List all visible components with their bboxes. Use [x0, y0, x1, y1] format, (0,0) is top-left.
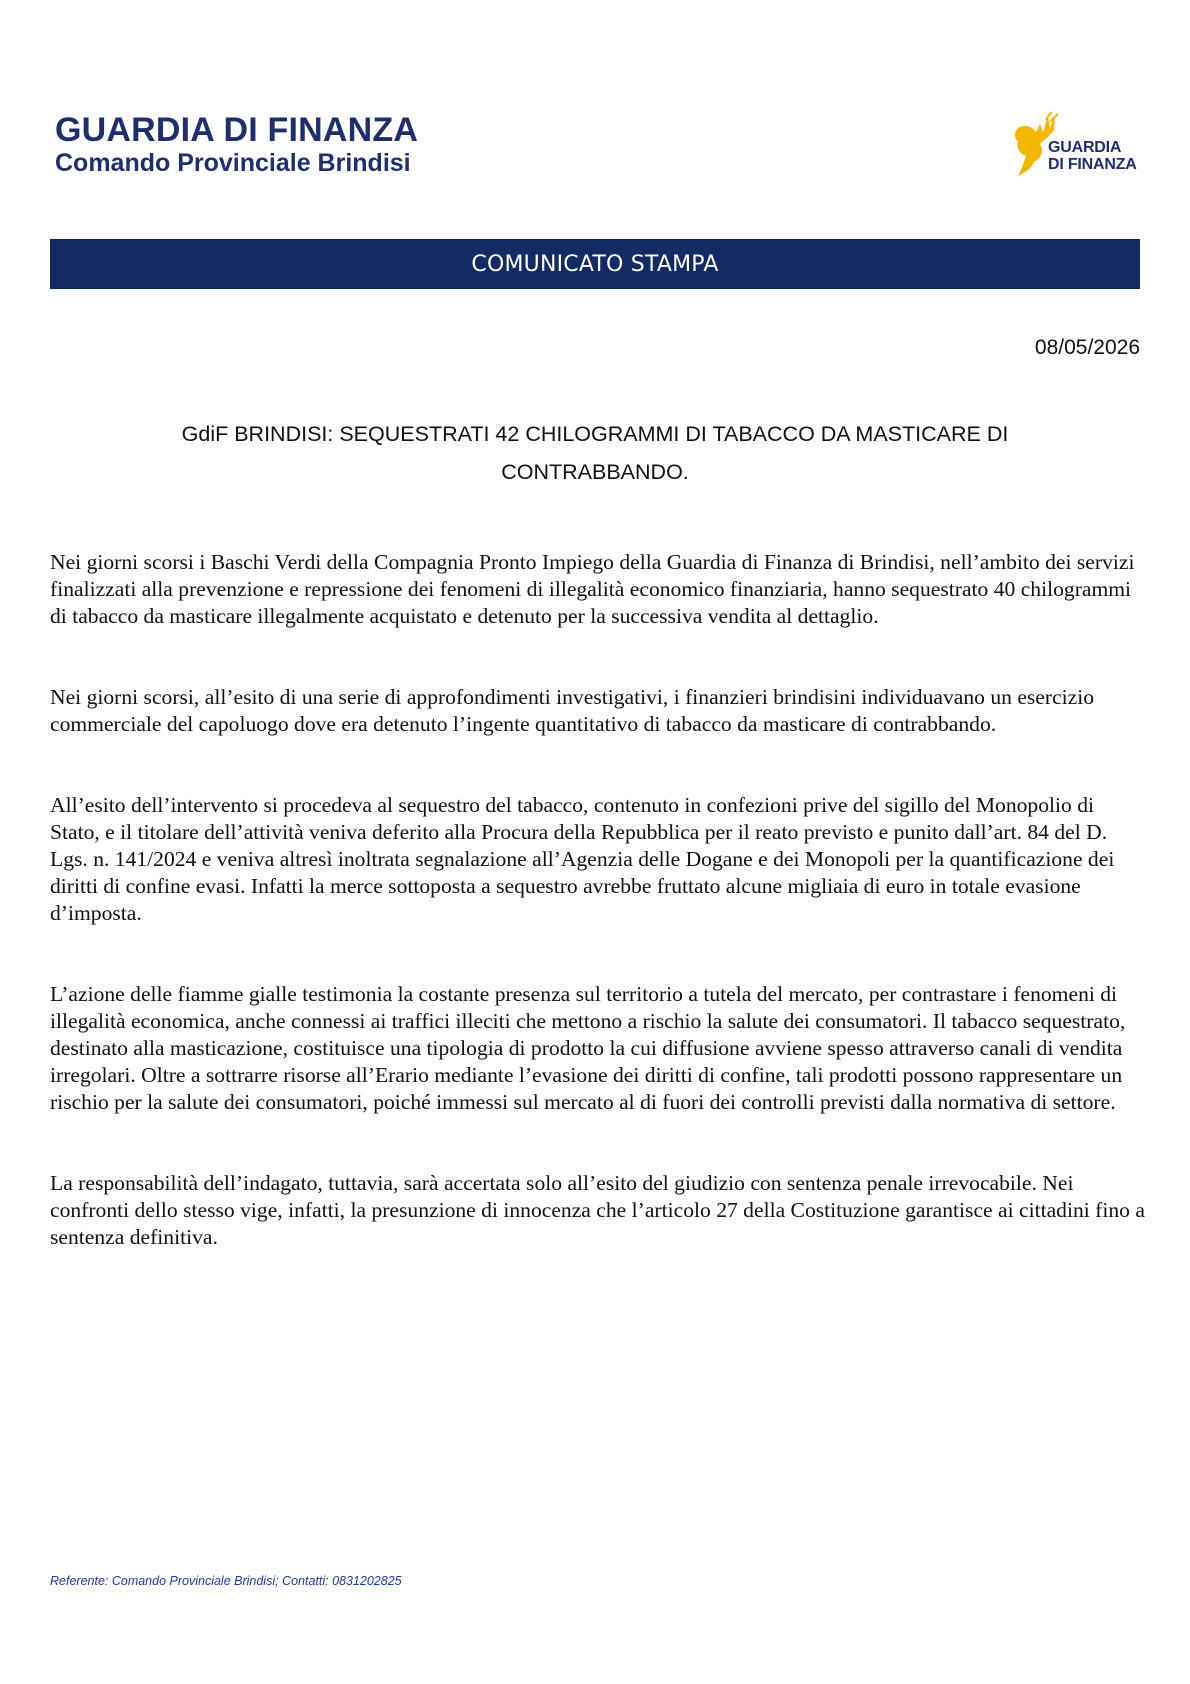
- paragraph-1: Nei giorni scorsi i Baschi Verdi della Compagnia Pronto Impiego della Guardia di Finanza di Brindisi, nell’ambito dei servizi finalizzati alla prevenzione e repressione dei fenomeni di illegalità economico finanziaria, hanno sequestrato 40 chilogrammi di tabacco da masticare illegalmente acquistato e detenuto per la successiva vendita al dettaglio.: [50, 550, 1135, 628]
- paragraph-4: L’azione delle fiamme gialle testimonia la costante presenza sul territorio a tutela del mercato, per contrastare i fenomeni di illegalità economica, anche connessi ai traffici illeciti che mettono a rischio la salute dei consumatori. Il tabacco sequestrato, destinato alla masticazione, costituisce una tipologia di prodotto la cui diffusione avviene spesso attraverso canali di vendita irregolari. Oltre a sottrarre risorse all’Erario mediante l’evasione dei diritti di confine, tali prodotti possono rappresentare un rischio per la salute dei consumatori, poiché immessi sul mercato al di fuori dei controlli previsti dalla normativa di settore.: [50, 982, 1126, 1114]
- header-subtitle: Comando Provinciale Brindisi: [55, 149, 411, 177]
- logo-text-line1: GUARDIA: [1048, 139, 1122, 156]
- header-title: GUARDIA DI FINANZA: [55, 111, 419, 149]
- paragraph-3: All’esito dell’intervento si procedeva al sequestro del tabacco, contenuto in confezioni prive del sigillo del Monopolio di Stato, e il titolare dell’attività veniva deferito alla Procura della Repubblica per il reato previsto e punito dall’art. 84 del D. Lgs. n. 141/2024 e veniva altresì inoltrata segnalazione all’Agenzia delle Dogane e dei Monopoli per la quantificazione dei diritti di confine evasi. Infatti la merce sottoposta a sequestro avrebbe fruttato alcune migliaia di euro in totale evasione d’imposta.: [50, 793, 1115, 925]
- banner-label: COMUNICATO STAMPA: [471, 251, 719, 277]
- headline: GdiF BRINDISI: SEQUESTRATI 42 CHILOGRAMMI DI TABACCO DA MASTICARE DI CONTRABBANDO.: [181, 422, 1009, 484]
- article-body: [50, 549, 1145, 1305]
- release-date: 08/05/2026: [1034, 336, 1140, 359]
- logo-text-line2: DI FINANZA: [1048, 156, 1137, 173]
- paragraph-2: Nei giorni scorsi, all’esito di una serie di approfondimenti investigativi, i finanzieri brindisini individuavano un esercizio commerciale del capoluogo dove era detenuto l’ingente quantitativo di tabacco da masticare di contrabbando.: [50, 685, 1095, 736]
- guardia-di-finanza-logo: [1010, 110, 1140, 182]
- footer-contact: Referente: Comando Provinciale Brindisi; Contatti: 0831202825: [50, 1574, 402, 1588]
- press-release-banner: [50, 239, 1140, 289]
- paragraph-5: La responsabilità dell’indagato, tuttavia, sarà accertata solo all’esito del giudizio con sentenza penale irrevocabile. Nei confronti dello stesso vige, infatti, la presunzione di innocenza che l’articolo 27 della Costituzione garantisce ai cittadini fino a sentenza definitiva.: [50, 1171, 1145, 1249]
